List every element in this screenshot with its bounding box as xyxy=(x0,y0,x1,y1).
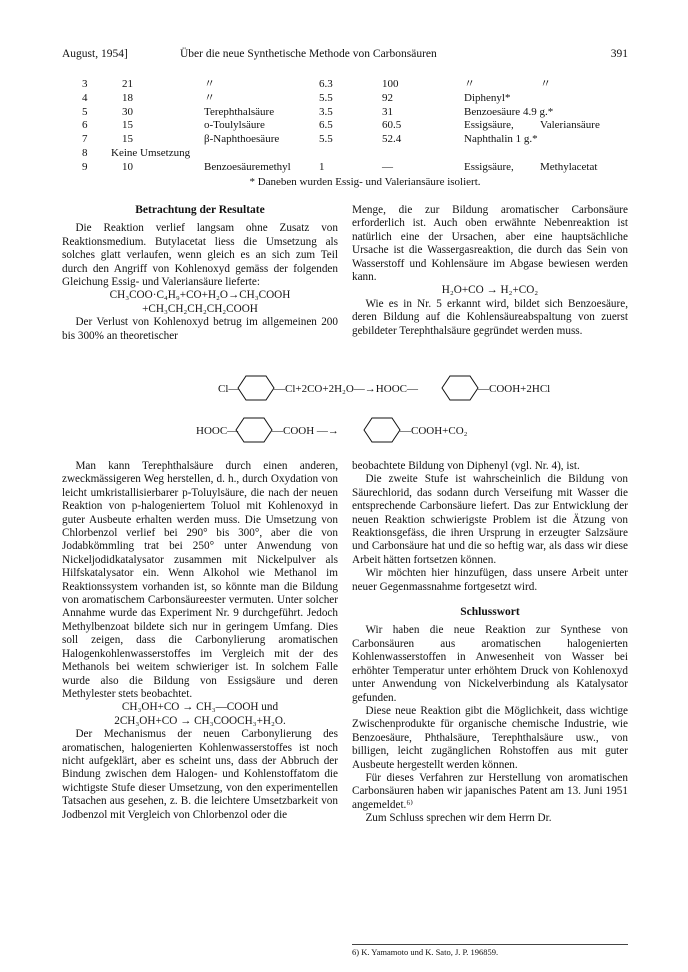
equation: 2CH₃OH+CO → CH₃COOCH₃+H₂O. xyxy=(114,714,286,727)
table-cell-temp: 5.5 xyxy=(319,91,333,104)
table-cell-yield: 60.5 xyxy=(382,119,402,132)
table-cell-p1: Naphthalin 1 g.* xyxy=(464,133,538,146)
table-cell-no: 4 xyxy=(82,91,88,104)
table-row xyxy=(62,78,628,92)
right-column-bottom xyxy=(352,460,628,826)
section-heading-conclusion: Schlusswort xyxy=(460,606,520,619)
left-column-top xyxy=(62,204,338,343)
paragraph: Für dieses Verfahren zur Herstellung von aromatischen Carbonsäuren haben wir japanisches Patent am 13. Juni 1951 angemeldet.⁶⁾ xyxy=(352,771,628,811)
table-cell-sub: 〃 xyxy=(204,78,215,90)
reaction-scheme-svg xyxy=(122,366,592,452)
table-cell-no: 3 xyxy=(82,78,88,90)
scheme-r2-right: —COOH+CO₂ xyxy=(400,425,468,437)
paragraph: Wir möchten hier hinzufügen, dass unsere Arbeit unter neuer Gegenmassnahme fortgesetzt wird. xyxy=(352,567,628,593)
paragraph: Wir haben die neue Reaktion zur Synthese von Carbonsäuren aus aromatischen halogenierten Kohlenwasserstoffen in Anwesenheit von Wasser bei erhöhter Temperatur unter erhöhtem Druck von Kohlenoxyd unter Anwendung von Nickelverbindung als Katalysator gefunden. xyxy=(352,624,628,704)
table-row xyxy=(62,106,628,120)
table-cell-no: 7 xyxy=(82,133,88,146)
table-cell-sub: β-Naphthoesäure xyxy=(204,133,280,146)
table-cell-yield: — xyxy=(382,160,393,173)
page-number: 391 xyxy=(610,48,628,60)
equation: CH₃OH+CO → CH₃—COOH und xyxy=(121,701,279,714)
table-cell-t: Keine Umsetzung xyxy=(111,146,191,159)
benzene-ring-icon xyxy=(442,376,478,400)
paragraph: Die zweite Stufe ist wahrscheinlich die Bildung von Säurechlorid, das sodann durch Verseifung mit Wasser die entsprechende Carbonsäure liefert. Das zur Entwicklung der neuen Reaktion schwierigste Problem ist die Ätzung von Reaktionsgefäss, die ihren Ursprung in erzeugter Salzsäure und Carbonsäure hat und die so heftig war, als dass wir diese Arbeit hätten fortsetzen können. xyxy=(352,473,628,566)
table-cell-p1: 〃 xyxy=(464,78,475,90)
table-cell-temp: 6.3 xyxy=(319,78,333,90)
table-row xyxy=(62,133,628,147)
scheme-r2-left: HOOC— xyxy=(196,425,239,437)
table-cell-t: 15 xyxy=(122,119,133,132)
paragraph: beobachtete Bildung von Diphenyl (vgl. Nr. 4), ist. xyxy=(352,460,580,472)
paragraph: Menge, die zur Bildung aromatischer Carbonsäure erforderlich ist. Auch oben erwähnte Nebenreaktion ist natürlich eine der Ursachen, aber eine hauptsächliche Ursache ist die Wassergasreaktion, die durch das Sein von Wasserstoff und Kohlensäure im Abgase bewiesen werden kann. xyxy=(352,204,628,284)
table-cell-p2: 〃 xyxy=(540,78,551,90)
section-heading-results: Betrachtung der Resultate xyxy=(135,204,265,216)
table-cell-t: 10 xyxy=(122,160,133,173)
table-cell-temp: 6.5 xyxy=(319,119,333,132)
table-cell-yield: 52.4 xyxy=(382,133,402,146)
table-cell-p2: Valeriansäure xyxy=(540,119,600,132)
benzene-ring-icon xyxy=(238,376,274,400)
table-cell-sub: Terephthalsäure xyxy=(204,105,275,118)
page-footnote: 6) K. Yamamoto und K. Sato, J. P. 196859. xyxy=(352,944,628,957)
table-row xyxy=(62,92,628,106)
table-cell-sub: o-Toulylsäure xyxy=(204,119,265,132)
table-cell-yield: 100 xyxy=(382,78,399,90)
table-row xyxy=(62,147,628,161)
table-cell-no: 6 xyxy=(82,119,88,132)
table-cell-no: 5 xyxy=(82,105,88,118)
scheme-r1-mid: —Cl+2CO+2H₂O—→HOOC— xyxy=(274,383,418,395)
table-row xyxy=(62,161,628,175)
table-footnote: * Daneben wurden Essig- und Valeriansäure isoliert. xyxy=(249,175,481,188)
table-cell-t: 30 xyxy=(122,105,133,118)
equation: +CH₃CH₂CH₂CH₂COOH xyxy=(142,302,258,315)
paragraph: Diese neue Reaktion gibt die Möglichkeit, dass wichtige Zwischenprodukte für organische chemische Industrie, wie Benzoesäure, Phthalsäure, Terephthalsäure usw., von billigen, leicht zugänglichen Rohstoffen aus mit guter Ausbeute hergestellt werden können. xyxy=(352,704,628,771)
table-cell-yield: 92 xyxy=(382,91,393,104)
table-cell-temp: 1 xyxy=(319,160,325,173)
paragraph: Man kann Terephthalsäure durch einen anderen, zweckmässigeren Weg herstellen, d. h., durch Oxydation von leicht umkristallisierbarer p-Toluylsäure, die nach der neuen Reaktion von p-halogeniertem Toluol mit Kohlenoxyd in guter Ausbeute erhalten werden muss. Die Umsetzung von Chlorbenzol verlief bei 290° bis 300°, aber die von Jodabkömmling trat bei 250° unter Anwendung von Nickeljodidkatalysator zusammen mit Nickelpulver als Hilfskatalysator ein. Wenn Alkohol wie Methanol im Reaktionssystem vorhanden ist, so könnte man die Bildung von aromatischem Carbonsäureester vermuten. Unter solcher Annahme wurde das Experiment Nr. 9 durchgeführt. Jedoch Methylbenzoat bildete sich nur in geringem Umfang. Dies soll zeigen, dass die Carbonylierung aromatischen Halogenkohlenwasserstoffes im Vergleich mit der des Methanols bei weitem schwieriger ist. In solchem Falle wurde also die Bildung von Essigsäure und deren Methylester stets beobachtet. xyxy=(62,460,338,700)
table-cell-t: 18 xyxy=(122,91,133,104)
paragraph: Der Mechanismus der neuen Carbonylierung des aromatischen, halogenierten Kohlenwasserstoffes ist noch nicht aufgeklärt, aber es scheint uns, dass der Abbruch der Bindung zwischen dem Halogen- und Kohlenstoffatom die wichtigste Stufe dieser Umsetzung, von den experimentellen Tatsachen aus gesehen, z. B. die leichtere Umsetzbarkeit von Jodbenzol mit Vergleich von Chlorbenzol oder die xyxy=(62,728,338,821)
results-table xyxy=(62,78,628,189)
table-cell-p2: Methylacetat xyxy=(540,160,598,173)
table-cell-yield: 31 xyxy=(382,105,393,118)
benzene-ring-icon xyxy=(364,418,400,442)
right-column-top xyxy=(352,204,628,338)
table-cell-no: 8 xyxy=(82,146,88,159)
benzene-ring-icon xyxy=(236,418,272,442)
header-date: August, 1954] xyxy=(62,48,128,60)
equation: CH₃COO·C₄H₉+CO+H₂O→CH₃COOH xyxy=(109,289,291,302)
paragraph: Wie es in Nr. 5 erkannt wird, bildet sich Benzoesäure, deren Bildung auf die Kohlensäureabspaltung von zuerst gebildeter Terephthalsäure gegründet werden muss. xyxy=(352,297,628,337)
table-cell-t: 21 xyxy=(122,78,133,90)
running-header xyxy=(62,48,628,66)
paragraph: Die Reaktion verlief langsam ohne Zusatz von Reaktionsmedium. Butylacetat liess die Umsetzung als solches glatt verlaufen, wenn gleich es an sich zum Teil durch den Angriff von Kohlenoxyd gemäss der folgenden Gleichung Essig- und Valeriansäure lieferte: xyxy=(62,222,338,289)
table-cell-no: 9 xyxy=(82,160,88,173)
scheme-r1-right: —COOH+2HCl xyxy=(478,383,551,395)
paper-page xyxy=(62,48,628,957)
header-title: Über die neue Synthetische Methode von Carbonsäuren xyxy=(180,48,437,60)
table-cell-temp: 3.5 xyxy=(319,105,333,118)
table-cell-temp: 5.5 xyxy=(319,133,333,146)
table-cell-sub: 〃 xyxy=(204,91,215,104)
table-cell-sub: Benzoesäuremethyl xyxy=(204,160,291,173)
table-row xyxy=(62,119,628,133)
paragraph: Der Verlust von Kohlenoxyd betrug im allgemeinen 200 bis 300% an theoretischer xyxy=(62,316,338,342)
scheme-r1-left: Cl— xyxy=(218,383,240,395)
table-cell-p1: Benzoesäure 4.9 g.* xyxy=(464,105,554,118)
table-cell-p1: Diphenyl* xyxy=(464,91,511,104)
equation: H₂O+CO → H₂+CO₂ xyxy=(441,284,539,297)
table-cell-p1: Essigsäure, xyxy=(464,119,514,132)
table-cell-p1: Essigsäure, xyxy=(464,160,514,173)
reaction-scheme xyxy=(122,366,592,452)
table-cell-t: 15 xyxy=(122,133,133,146)
paragraph: Zum Schluss sprechen wir dem Herrn Dr. xyxy=(365,812,552,825)
left-column-bottom xyxy=(62,460,338,822)
scheme-r2-mid: —COOH —→ xyxy=(272,425,339,437)
